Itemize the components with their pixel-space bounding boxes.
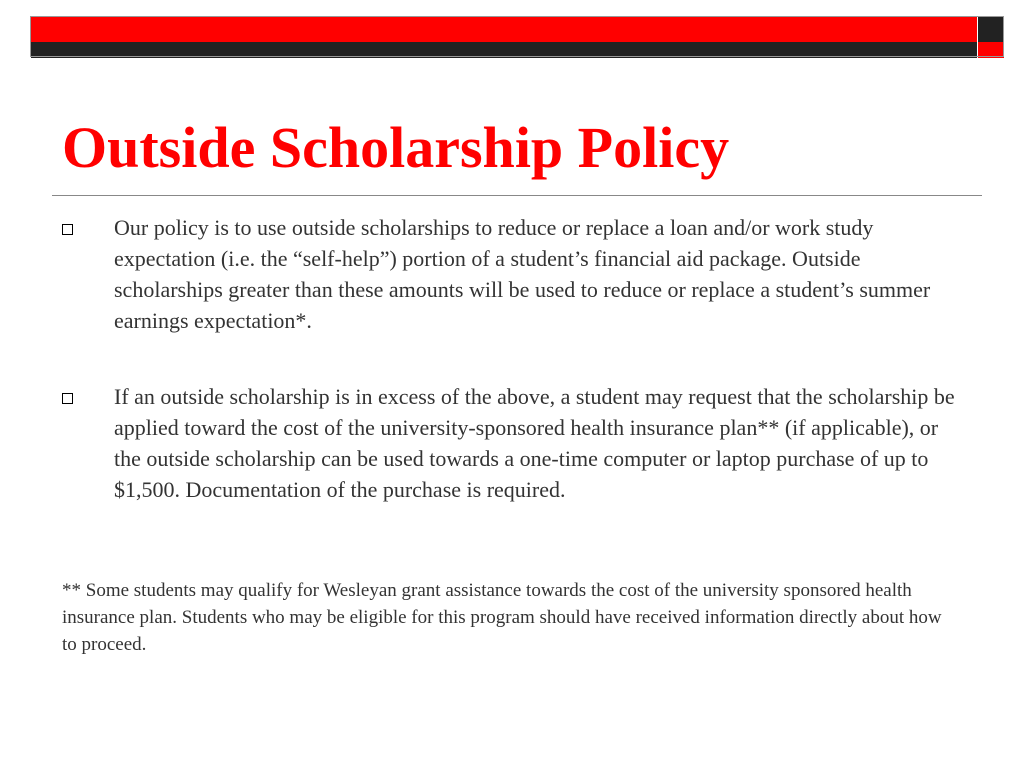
- header-bar-outline: [30, 16, 1004, 57]
- footnote: ** Some students may qualify for Wesleyan grant assistance towards the cost of the university sponsored health insurance plan. Students who may be eligible for this program should have received information directly about how to proceed.: [62, 580, 942, 655]
- hollow-square-bullet-icon: [62, 224, 73, 235]
- bullet-text: Our policy is to use outside scholarships to reduce or replace a loan and/or work study expectation (i.e. the “self-help”) portion of a student’s financial aid package. Outside scholarships greater than these amounts will be used to reduce or replace a student’s summer earnings expectation*.: [114, 215, 931, 333]
- hollow-square-bullet-icon: [62, 393, 73, 404]
- bullet-text: If an outside scholarship is in excess of the above, a student may request that the scholarship be applied toward the cost of the university-sponsored health insurance plan** (if applicable), or the outside scholarship can be used towards a one-time computer or laptop purchase of up to $1,500. Documentation of the purchase is required.: [114, 384, 955, 502]
- slide-title: Outside Scholarship Policy: [62, 115, 730, 180]
- title-divider: [52, 195, 982, 196]
